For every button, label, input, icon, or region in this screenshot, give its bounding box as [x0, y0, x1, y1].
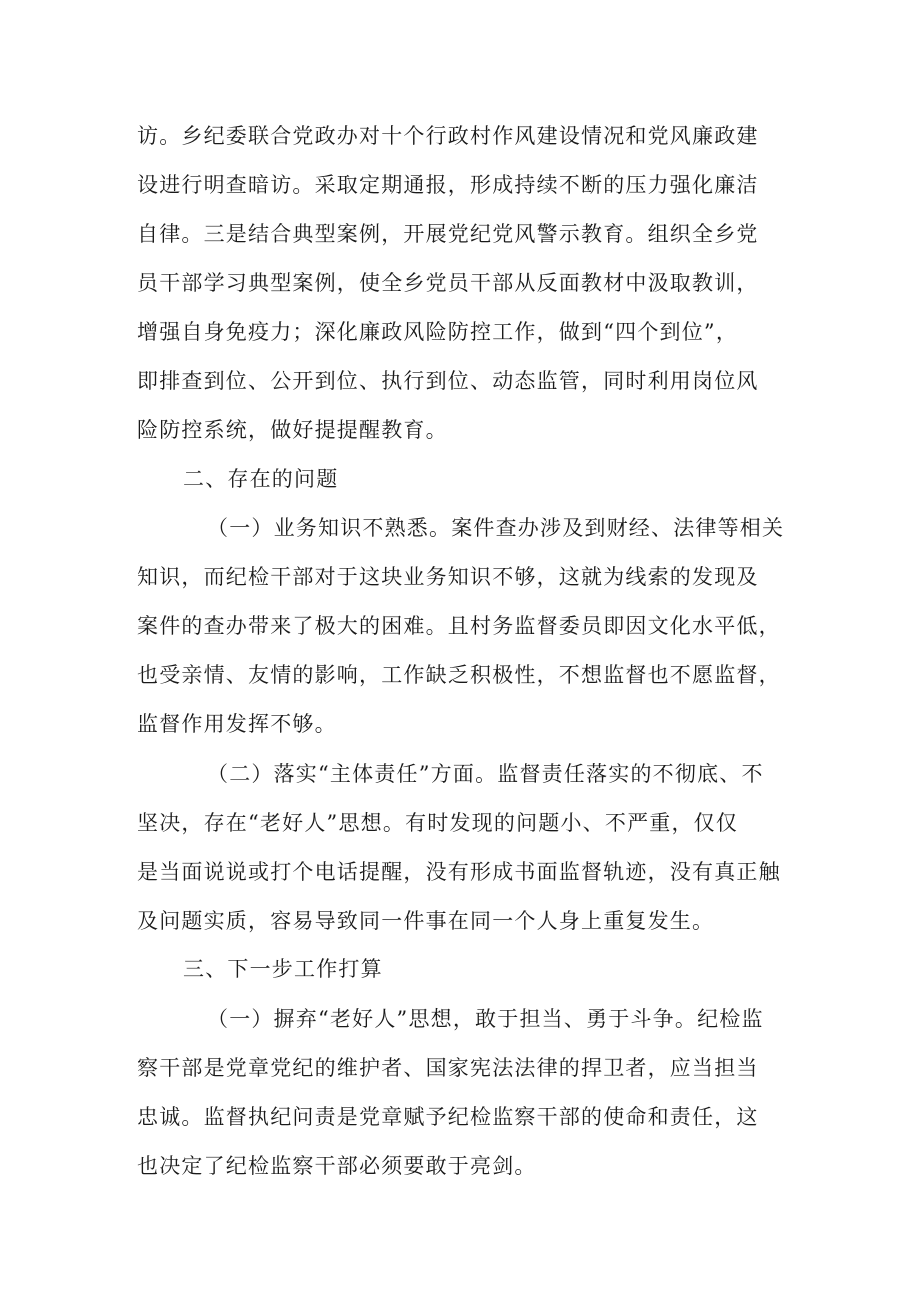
paragraph-line: 是当面说说或打个电话提醒，没有形成书面监督轨迹，没有真正触 — [137, 860, 781, 884]
paragraph-line: 案件的查办带来了极大的困难。且村务监督委员即因文化水平低， — [137, 614, 781, 638]
section-heading: 二、存在的问题 — [183, 467, 339, 491]
paragraph-line: 也决定了纪检监察干部必须要敢于亮剑。 — [137, 1154, 537, 1178]
paragraph-line: 察干部是党章党纪的维护者、国家宪法法律的捍卫者，应当担当 — [137, 1056, 759, 1080]
paragraph-line: 设进行明查暗访。采取定期通报，形成持续不断的压力强化廉洁 — [137, 173, 759, 197]
paragraph-line: （一）摒弃“老好人”思想，敢于担当、勇于斗争。纪检监 — [207, 1007, 764, 1031]
paragraph-line: 自律。三是结合典型案例，开展党纪党风警示教育。组织全乡党 — [137, 222, 759, 246]
paragraph-line: 知识，而纪检干部对于这块业务知识不够，这就为线索的发现及 — [137, 565, 759, 589]
paragraph-line: 增强自身免疫力；深化廉政风险防控工作，做到“四个到位”， — [137, 320, 739, 344]
paragraph-line: 监督作用发挥不够。 — [137, 712, 337, 736]
section-heading: 三、下一步工作打算 — [183, 957, 383, 981]
paragraph-line: 险防控系统，做好提提醒教育。 — [137, 418, 448, 442]
paragraph-line: （一）业务知识不熟悉。案件查办涉及到财经、法律等相关 — [207, 516, 785, 540]
paragraph-line: 忠诚。监督执纪问责是党章赋予纪检监察干部的使命和责任，这 — [137, 1105, 759, 1129]
paragraph-line: （二）落实“主体责任”方面。监督责任落实的不彻底、不 — [207, 762, 764, 786]
paragraph-line: 即排查到位、公开到位、执行到位、动态监管，同时利用岗位风 — [137, 369, 759, 393]
paragraph-line: 员干部学习典型案例，使全乡党员干部从反面教材中汲取教训， — [137, 271, 759, 295]
paragraph-line: 坚决，存在“老好人”思想。有时发现的问题小、不严重，仅仅 — [137, 811, 739, 835]
paragraph-line: 访。乡纪委联合党政办对十个行政村作风建设情况和党风廉政建 — [137, 124, 759, 148]
paragraph-line: 也受亲情、友情的影响，工作缺乏积极性，不想监督也不愿监督， — [137, 663, 781, 687]
paragraph-line: 及问题实质，容易导致同一件事在同一个人身上重复发生。 — [137, 909, 715, 933]
